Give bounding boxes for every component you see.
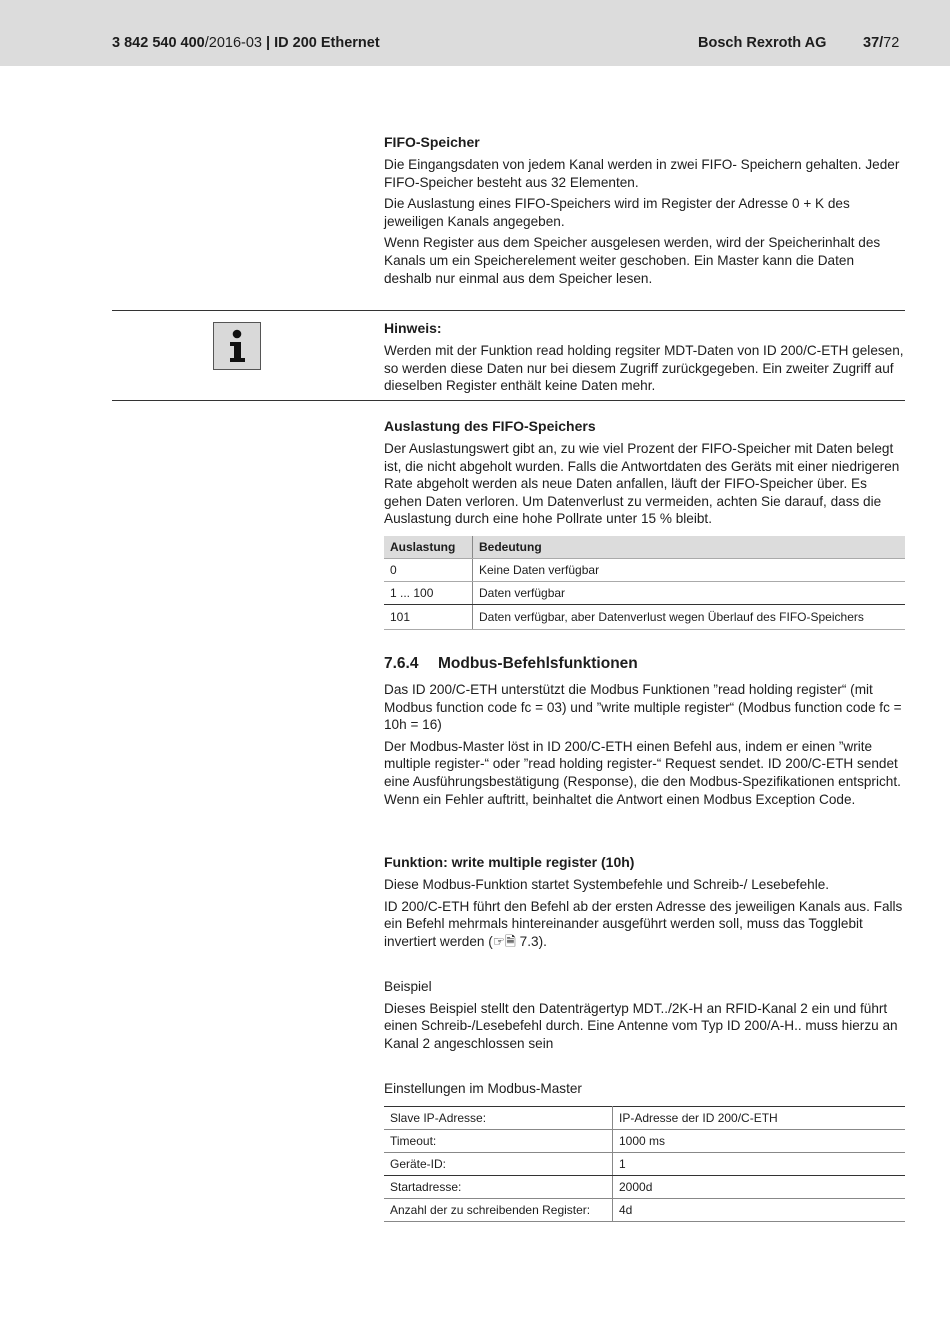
header-doc-info bbox=[112, 35, 380, 51]
table-row bbox=[384, 1129, 905, 1152]
auslastung-title: Auslastung des FIFO-Speichers bbox=[384, 418, 596, 434]
fifo-title: FIFO-Speicher bbox=[384, 134, 480, 150]
table-cell: Anzahl der zu schreibenden Register: bbox=[384, 1198, 613, 1221]
note-top-rule bbox=[112, 310, 905, 311]
funktion-section bbox=[384, 854, 905, 950]
auslastung-table bbox=[384, 536, 905, 630]
note-title: Hinweis: bbox=[384, 320, 442, 336]
header-separator: | bbox=[261, 35, 275, 51]
page-header bbox=[0, 0, 950, 66]
company-name: Bosch Rexroth AG bbox=[698, 35, 827, 51]
table-header-cell: Auslastung bbox=[384, 536, 473, 559]
doc-date: /2016-03 bbox=[204, 35, 262, 51]
table-cell: 1000 ms bbox=[613, 1129, 906, 1152]
table-cell: Startadresse: bbox=[384, 1175, 613, 1198]
section-heading bbox=[384, 655, 905, 673]
funktion-paragraph-2: ID 200/C-ETH führt den Befehl ab der ersten Adresse des jeweiligen Kanals aus. Falls ein Befehl mehrmals hintereinander ausgeführt werden soll, muss das Togglebit invertiert werden (☞🗎 7.3). bbox=[384, 898, 903, 949]
section-7-6-4 bbox=[384, 655, 905, 808]
table-cell: Daten verfügbar, aber Datenverlust wegen Überlauf des FIFO-Speichers bbox=[473, 604, 906, 629]
beispiel-title: Beispiel bbox=[384, 979, 432, 994]
table-header-cell: Bedeutung bbox=[473, 536, 906, 559]
note-bottom-rule bbox=[112, 400, 905, 401]
table-cell: 4d bbox=[613, 1198, 906, 1221]
funktion-paragraph-1: Diese Modbus-Funktion startet Systembefehle und Schreib-/ Lesebefehle. bbox=[384, 877, 830, 892]
fifo-paragraph-3: Wenn Register aus dem Speicher ausgelesen werden, wird der Speicherinhalt des Kanals um ein Speicherelement weiter geschoben. Ein Master kann die Daten deshalb nur einmal aus dem Speicher lesen. bbox=[384, 235, 881, 286]
table-row bbox=[384, 1198, 905, 1221]
section-title: Modbus-Befehlsfunktionen bbox=[438, 655, 638, 672]
table-row bbox=[384, 558, 905, 581]
section-number: 7.6.4 bbox=[384, 655, 419, 672]
page-number bbox=[863, 35, 899, 51]
table-row bbox=[384, 1175, 905, 1198]
table-row bbox=[384, 1106, 905, 1129]
fifo-section bbox=[384, 134, 905, 287]
beispiel-text: Dieses Beispiel stellt den Datenträgertyp MDT../2K-H an RFID-Kanal 2 ein und führt einen Schreib-/Lesebefehl durch. Eine Antenne vom Typ ID 200/A-H.. muss hierzu an Kanal 2 angeschlossen sein bbox=[384, 1000, 898, 1051]
page-total: 72 bbox=[883, 35, 900, 51]
note-block bbox=[384, 320, 905, 395]
doc-number: 3 842 540 400 bbox=[112, 35, 205, 51]
fifo-paragraph-2: Die Auslastung eines FIFO-Speichers wird im Register der Adresse 0 + K des jeweiligen Kanals angegeben. bbox=[384, 196, 850, 229]
table-row bbox=[384, 1152, 905, 1175]
table-cell: 101 bbox=[384, 604, 473, 629]
table-cell: 2000d bbox=[613, 1175, 906, 1198]
product-name: ID 200 Ethernet bbox=[274, 35, 380, 51]
settings-title: Einstellungen im Modbus-Master bbox=[384, 1081, 582, 1096]
table-row bbox=[384, 581, 905, 604]
table-cell: 0 bbox=[384, 558, 473, 581]
table-cell: Timeout: bbox=[384, 1129, 613, 1152]
auslastung-section bbox=[384, 418, 905, 630]
table-cell: 1 bbox=[613, 1152, 906, 1175]
fifo-paragraph-1: Die Eingangsdaten von jedem Kanal werden in zwei FIFO- Speichern gehalten. Jeder FIFO-Speicher besteht aus 32 Elementen. bbox=[384, 157, 900, 190]
settings-table bbox=[384, 1106, 905, 1222]
table-cell: Geräte-ID: bbox=[384, 1152, 613, 1175]
funktion-title: Funktion: write multiple register (10h) bbox=[384, 854, 635, 870]
table-cell: IP-Adresse der ID 200/C-ETH bbox=[613, 1106, 906, 1129]
info-icon bbox=[213, 322, 261, 370]
auslastung-text: Der Auslastungswert gibt an, zu wie viel Prozent der FIFO-Speicher mit Daten belegt ist, die nicht abgeholt wurden. Falls die Antwortdaten des Geräts mit einer niedrigeren Rate abgeholt werden als neue Daten anfallen, läuft der FIFO-Speicher über. Es gehen Daten verloren. Um Datenverlust zu vermeiden, achten Sie darauf, dass die Auslastung durch eine hohe Pollrate unter 15 % bleibt. bbox=[384, 441, 900, 527]
beispiel-section bbox=[384, 978, 905, 1052]
page-current: 37/ bbox=[863, 35, 884, 51]
section-paragraph-1: Das ID 200/C-ETH unterstützt die Modbus Funktionen ”read holding register“ (mit Modbus function code fc = 03) und ”write multiple register“ (Modbus function code fc = 10h = 16) bbox=[384, 682, 902, 733]
section-paragraph-2: Der Modbus-Master löst in ID 200/C-ETH einen Befehl aus, indem er einen ”write multiple register-“ oder ”read holding register-“ Request sendet. ID 200/C-ETH sendet eine Ausführungsbestätigung (Response), die den Modbus-Spezifikationen entspricht. Wenn ein Fehler auftritt, beinhaltet die Antwort einen Modbus Exception Code. bbox=[384, 738, 901, 807]
table-cell: Slave IP-Adresse: bbox=[384, 1106, 613, 1129]
table-header-row bbox=[384, 536, 905, 559]
table-cell: 1 ... 100 bbox=[384, 581, 473, 604]
table-row bbox=[384, 604, 905, 629]
note-text: Werden mit der Funktion read holding regsiter MDT-Daten von ID 200/C-ETH gelesen, so werden diese Daten nur bei diesem Zugriff zurückgegeben. Ein zweiter Zugriff auf dieselben Register enthält keine Daten mehr. bbox=[384, 343, 904, 394]
table-cell: Keine Daten verfügbar bbox=[473, 558, 906, 581]
table-cell: Daten verfügbar bbox=[473, 581, 906, 604]
settings-section bbox=[384, 1080, 905, 1222]
